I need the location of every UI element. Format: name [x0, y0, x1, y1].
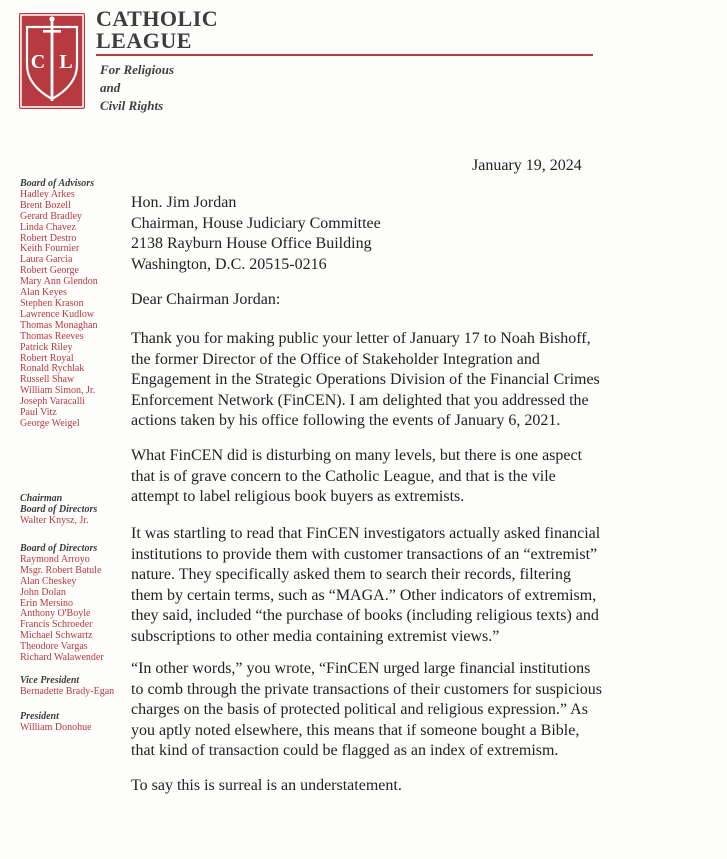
- advisor-name: Mary Ann Glendon: [20, 276, 98, 288]
- advisor-name: William Simon, Jr.: [20, 385, 96, 397]
- body-paragraph-5: [131, 776, 631, 797]
- president-heading: President: [20, 711, 59, 722]
- catholic-league-logo: [19, 13, 85, 109]
- board-of-directors-heading: Board of Directors: [20, 543, 98, 554]
- chairman-heading: Chairman: [20, 493, 63, 504]
- paragraph-line: It was startling to read that FinCEN investigators actually asked financial: [131, 525, 601, 542]
- president-name: William Donohue: [20, 721, 92, 733]
- advisors-list: [20, 190, 98, 430]
- shield-sword-icon: [19, 13, 85, 109]
- address-line: Washington, D.C. 20515-0216: [131, 255, 327, 273]
- organization-tagline: [100, 61, 174, 115]
- address-line: 2138 Rayburn House Office Building: [131, 235, 372, 253]
- president-section: [20, 712, 92, 734]
- vice-president-heading: Vice President: [20, 675, 80, 686]
- board-of-directors-section: [20, 544, 104, 664]
- director-name: John Dolan: [20, 586, 66, 598]
- paragraph-line: What FinCEN did is disturbing on many levels, but there is one aspect: [131, 447, 583, 464]
- advisor-name: Gerard Bradley: [20, 210, 82, 222]
- paragraph-line: To say this is surreal is an understatement.: [131, 777, 402, 794]
- advisor-name: Alan Keyes: [20, 287, 67, 299]
- paragraph-line: institutions to provide them with customer transactions of an “extremist”: [131, 545, 598, 563]
- director-name: Richard Walawender: [20, 652, 104, 664]
- paragraph-line: actions taken by his office following the events of January 6, 2021.: [131, 412, 561, 430]
- paragraph-line: the former Director of the Office of Stakeholder Integration and: [131, 350, 540, 368]
- body-paragraph-4: [131, 659, 631, 762]
- advisor-name: Ronald Rychlak: [20, 363, 85, 375]
- advisor-name: Robert George: [20, 265, 79, 277]
- advisor-name: Robert Destro: [20, 232, 77, 244]
- paragraph-line: charges on the basis of protected political and religious expression.” As: [131, 701, 588, 719]
- paragraph-line: they said, included “the purchase of books (including religious texts) and: [131, 607, 599, 625]
- organization-name-line2: LEAGUE: [96, 28, 192, 53]
- header-divider: [96, 54, 593, 56]
- paragraph-line: nature. They specifically asked them to search their records, filtering: [131, 566, 571, 584]
- paragraph-line: attempt to label religious book buyers as extremists.: [131, 488, 465, 506]
- paragraph-line: you aptly noted elsewhere, this means that if someone bought a Bible,: [131, 721, 580, 739]
- advisor-name: Russell Shaw: [20, 374, 75, 386]
- advisor-name: Keith Fournier: [20, 243, 80, 255]
- board-of-advisors-heading: Board of Advisors: [20, 178, 95, 189]
- organization-name-line1: CATHOLIC: [96, 6, 219, 31]
- paragraph-line: Enforcement Network (FinCEN). I am delighted that you addressed the: [131, 391, 589, 409]
- advisor-name: Brent Bozell: [20, 199, 71, 211]
- logo-monogram-c: C: [30, 51, 46, 73]
- director-name: Msgr. Robert Batule: [20, 564, 102, 576]
- paragraph-line: them by certain terms, such as “MAGA.” Other indicators of extremism,: [131, 586, 597, 604]
- paragraph-line: “In other words,” you wrote, “FinCEN urged large financial institutions: [131, 660, 591, 677]
- organization-name: [96, 8, 218, 52]
- director-name: Alan Cheskey: [20, 575, 77, 587]
- advisor-name: Thomas Monaghan: [20, 319, 98, 331]
- paragraph-line: that is of grave concern to the Catholic League, and that is the vile: [131, 467, 556, 485]
- advisor-name: Patrick Riley: [20, 341, 73, 353]
- director-name: Theodore Vargas: [20, 641, 88, 653]
- advisor-name: George Weigel: [20, 417, 80, 429]
- advisor-name: Lawrence Kudlow: [20, 308, 95, 320]
- tagline-line: Civil Rights: [100, 98, 164, 113]
- director-name: Raymond Arroyo: [20, 553, 90, 565]
- advisor-name: Hadley Arkes: [20, 188, 75, 200]
- paragraph-line: to comb through the private transactions of their customers for suspicious: [131, 680, 603, 698]
- advisor-name: Robert Royal: [20, 352, 74, 364]
- body-paragraph-1: [131, 329, 631, 432]
- advisor-name: Thomas Reeves: [20, 330, 84, 342]
- address-line: Hon. Jim Jordan: [131, 194, 237, 211]
- tagline-line: For Religious: [100, 62, 175, 77]
- paragraph-line: Thank you for making public your letter of January 17 to Noah Bishoff,: [131, 330, 591, 347]
- advisor-name: Laura Garcia: [20, 254, 73, 266]
- recipient-address: [131, 193, 631, 275]
- vice-president-name: Bernadette Brady-Egan: [20, 685, 115, 697]
- logo-monogram-l: L: [59, 51, 73, 73]
- address-line: Chairman, House Judiciary Committee: [131, 214, 381, 232]
- chairman-name: Walter Knysz, Jr.: [20, 514, 89, 526]
- tagline-line: and: [100, 80, 121, 95]
- director-name: Anthony O'Boyle: [20, 608, 91, 620]
- salutation: [131, 290, 631, 311]
- paragraph-line: subscriptions to other media containing extremist views.”: [131, 627, 500, 645]
- body-paragraph-3: [131, 524, 631, 648]
- paragraph-line: that kind of transaction could be flagged as an index of extremism.: [131, 742, 559, 760]
- director-name: Michael Schwartz: [20, 630, 93, 642]
- director-name: Francis Schroeder: [20, 619, 93, 631]
- vice-president-section: [20, 676, 114, 698]
- salutation-line: Dear Chairman Jordan:: [131, 291, 281, 308]
- board-of-advisors-section: [20, 179, 98, 430]
- paragraph-line: Engagement in the Strategic Operations Division of the Financial Crimes: [131, 371, 600, 389]
- body-paragraph-2: [131, 446, 631, 508]
- advisor-name: Stephen Krason: [20, 297, 84, 309]
- advisor-name: Joseph Varacalli: [20, 396, 86, 408]
- chairman-section: [20, 494, 97, 527]
- letter-date: January 19, 2024: [472, 157, 582, 174]
- directors-list: [20, 555, 104, 664]
- advisor-name: Linda Chavez: [20, 221, 76, 233]
- chairman-board-heading: Board of Directors: [20, 503, 98, 515]
- director-name: Erin Mersino: [20, 597, 74, 609]
- advisor-name: Paul Vitz: [20, 407, 57, 419]
